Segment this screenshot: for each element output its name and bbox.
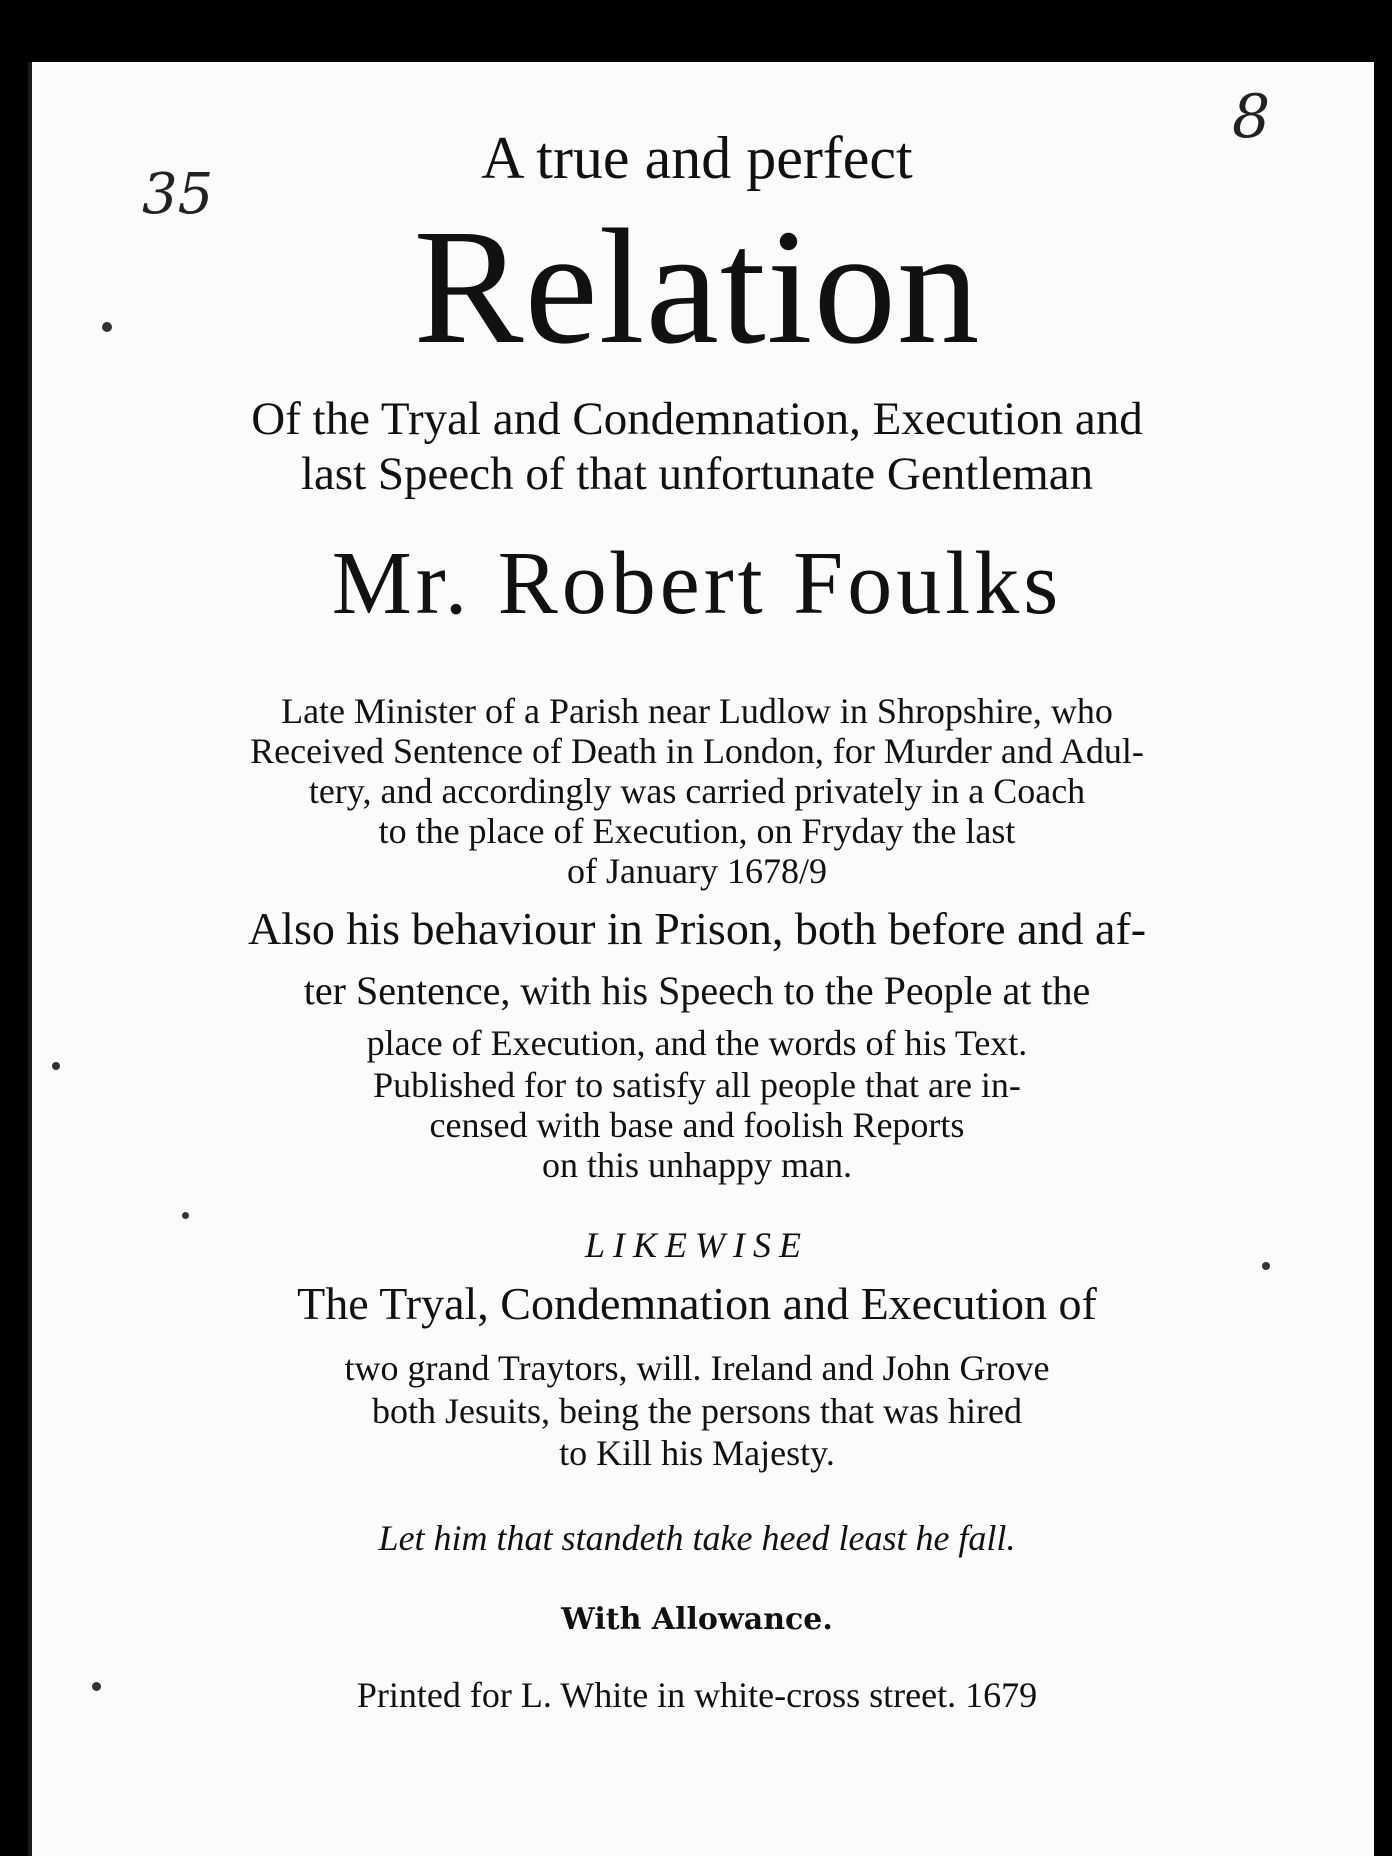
- body-line-8: place of Execution, and the words of his Text.: [366, 1023, 1028, 1063]
- subtitle-line-1: Of the Tryal and Condemnation, Execution and: [251, 393, 1143, 445]
- title-page-text: [72, 62, 1322, 1856]
- handwritten-folio-number: 8: [1232, 82, 1271, 152]
- scan-speck: [92, 1682, 101, 1691]
- scan-speck: [102, 322, 112, 332]
- body-line-15: to Kill his Majesty.: [559, 1433, 835, 1473]
- imprint-line: Printed for L. White in white-cross street. 1679: [356, 1675, 1038, 1715]
- handwritten-number-35: 35: [142, 162, 214, 227]
- body-line-4: to the place of Execution, on Fryday the last: [378, 811, 1016, 851]
- body-line-13: two grand Traytors, will. Ireland and John Grove: [344, 1348, 1050, 1388]
- scan-speck: [182, 1212, 189, 1219]
- scan-speck: [52, 1062, 60, 1070]
- likewise-heading: LIKEWISE: [585, 1225, 809, 1265]
- body-line-12: The Tryal, Condemnation and Execution of: [297, 1278, 1097, 1329]
- body-line-5: of January 1678/9: [567, 851, 827, 891]
- allowance-line: With Allowance.: [561, 1602, 833, 1637]
- body-line-6: Also his behaviour in Prison, both before and af-: [247, 903, 1147, 954]
- body-line-2: Received Sentence of Death in London, for Murder and Adul-: [250, 731, 1144, 771]
- subtitle-line-2: last Speech of that unfortunate Gentleman: [300, 448, 1094, 500]
- body-line-7: ter Sentence, with his Speech to the People at the: [303, 968, 1091, 1013]
- main-title: Relation: [413, 195, 981, 378]
- scan-edge: [1374, 120, 1392, 1856]
- body-line-1: Late Minister of a Parish near Ludlow in Shropshire, who: [281, 691, 1113, 731]
- scanned-page: [28, 62, 1374, 1856]
- subject-name: Mr. Robert Foulks: [331, 534, 1063, 633]
- body-line-14: both Jesuits, being the persons that was hired: [372, 1391, 1022, 1431]
- body-line-10: censed with base and foolish Reports: [429, 1105, 965, 1145]
- body-line-9: Published for to satisfy all people that are in-: [373, 1065, 1021, 1105]
- motto: Let him that standeth take heed least he fall.: [378, 1518, 1016, 1558]
- headline-line: A true and perfect: [481, 125, 913, 191]
- scan-speck: [1262, 1262, 1270, 1270]
- body-line-11: on this unhappy man.: [542, 1145, 852, 1185]
- body-line-3: tery, and accordingly was carried privately in a Coach: [308, 771, 1086, 811]
